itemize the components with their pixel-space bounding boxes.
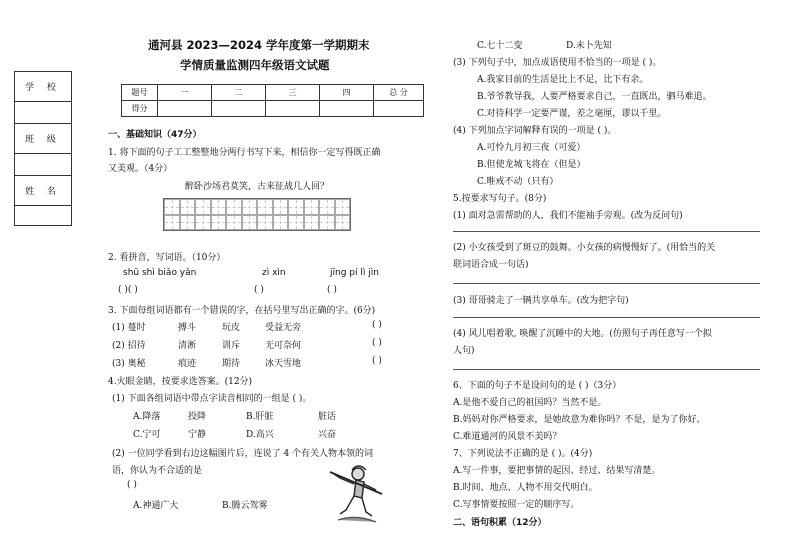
q3-answer-paren[interactable]: ( ) [372,320,382,330]
q5-1-text: (1) 面对急需帮助的人，我们不能袖手旁观。(改为反问句) [453,211,683,221]
q4-3-text: (3) 下列句子中，加点成语使用不恰当的一项是 ( )。 [453,58,662,68]
q3-text: 3. 下面每组词语都有一个错误的字，在括号里写出正确的字。(6分) [108,306,376,316]
score-header-cell: 总 分 [374,85,424,101]
q3-answer-paren[interactable]: ( ) [372,338,382,348]
q4-4-opt-c[interactable]: C.唯戒不动（只有） [477,177,559,187]
q2-text: 2. 看拼音，写词语。（10分） [108,253,226,263]
score-cell[interactable] [212,101,266,117]
answer-line[interactable] [453,231,760,232]
q5-4-text-cont: 人句) [453,346,475,356]
q5-4-text: (4) 风儿唱着歌, 唤醒了沉睡中的大地。(仿照句子再任意写一个拟 [453,329,712,339]
q4-3-opt-c[interactable]: C.对待科学一定要严谨，差之毫厘，谬以千里。 [477,109,667,119]
q4-text: 4.火眼金睛，按要求选答案。(12分) [108,377,253,387]
name-blank[interactable] [15,206,71,228]
q4-2-opt-a[interactable]: A.神通广大 [133,501,179,511]
answer-line[interactable] [453,369,760,370]
q7-opt-c[interactable]: C.写事情要按照一定的顺序写。 [453,500,580,510]
score-cell[interactable] [158,101,212,117]
exam-title-line1: 通河县 2023—2024 学年度第一学期期末 [148,38,370,52]
score-row-label: 得分 [122,101,158,117]
q4-1-opt: 宁静 [188,430,207,440]
q4-1-opt: 脏话 [318,412,337,422]
q5-2-text-cont: 联词语合成一句话) [453,260,529,270]
score-cell[interactable] [266,101,320,117]
writing-grid[interactable] [163,198,351,231]
score-value-row [122,101,424,117]
q4-2-opt-c[interactable]: C.七十二变 [477,41,523,51]
score-table [121,84,424,117]
q3-word: 无可奈何 [265,341,302,351]
score-header-cell: 四 [320,85,374,101]
q4-2-opt-d[interactable]: D.未卜先知 [566,41,612,51]
q4-2-paren[interactable]: ( ) [127,480,137,490]
q3-word: 清淅 [178,341,197,351]
q4-4-opt-a[interactable]: A.可怜九月初三夜（可爱） [477,143,586,153]
score-cell[interactable] [374,101,424,117]
q4-2-text: (2) 一位同学看到右边这幅图片后，连说了 4 个有关人物本领的词 [112,449,374,459]
exam-title-line2: 学情质量监测四年级语文试题 [180,58,330,72]
pinyin-1: shū shì biǎo yǎn [123,268,197,278]
score-cell[interactable] [320,101,374,117]
answer-line[interactable] [453,317,760,318]
q4-2-text-cont: 语，你认为不合适的是 [112,466,203,476]
q3-word: 训斥 [222,341,241,351]
q3-word: 痕迹 [178,359,197,369]
q6-opt-c[interactable]: C.难道通河的风景不美吗？ [453,432,562,442]
q3-word: 冰天雪地 [265,359,302,369]
q3-answer-paren[interactable]: ( ) [372,356,382,366]
q5-text: 5.按要求写句子。(8分) [453,194,547,204]
pinyin-3: jīng pí lì jìn [330,268,379,278]
answer-line[interactable] [453,283,760,284]
q4-1-opt[interactable]: A.降落 [133,412,161,422]
answer-paren[interactable]: ( ) [327,285,337,295]
q4-3-opt-b[interactable]: B.爷爷教导我，人要严格要求自己，一直既出，驷马难追。 [477,92,712,102]
pinyin-2: zì xìn [262,268,286,278]
q3-word: 搏斗 [178,323,197,333]
section2-heading: 二、语句积累（12分） [453,518,547,528]
q6-opt-b[interactable]: B.妈妈对你严格要求，是她故意为难你吗？不是，是为了你好。 [453,415,706,425]
q4-1-text: (1) 下面各组词语中带点字读音相同的一组是 ( )。 [112,394,312,404]
section1-heading: 一、基础知识（47分） [108,130,202,140]
score-header-cell: 一 [158,85,212,101]
school-blank[interactable] [15,102,71,124]
student-info-box [14,71,72,226]
q3-word: 受益无旁 [265,323,302,333]
poem-line: 醉卧沙场君莫笑，古来征战几人回？ [185,182,330,192]
school-label: 学 校 [15,72,71,102]
q5-2-text: (2) 小女孩受到了斑豆的鼓舞。小女孩的病慢慢好了。(用恰当的关 [453,243,716,253]
monkey-king-illustration [326,464,386,526]
q6-opt-a[interactable]: A.是他不爱自己的祖国吗？当然不是。 [453,398,607,408]
q4-4-opt-b[interactable]: B.但使龙城飞将在（但是） [477,160,586,170]
q7-opt-a[interactable]: A.写一件事，要把事情的起因、经过、结果写清楚。 [453,466,661,476]
score-header-cell: 题号 [122,85,158,101]
q3-word: 玩皮 [222,323,241,333]
q4-1-opt[interactable]: B.肝脏 [246,412,274,422]
q5-3-text: (3) 哥哥骑走了一辆共享单车。(改为把字句) [453,296,629,306]
q1-text: 1. 将下面的句子工工整整地分两行书写下来，相信你一定写得既正确 [108,148,381,158]
q4-3-opt-a[interactable]: A.我家目前的生活是比上不足，比下有余。 [477,75,649,85]
q1-text-cont: 又美观。（4分） [108,164,173,174]
q3-row-1: (1) 蔓时 [112,323,146,333]
answer-paren[interactable]: ( ) [254,285,264,295]
q4-1-opt[interactable]: C.宁可 [133,430,161,440]
class-blank[interactable] [15,154,71,176]
q3-word: 期待 [222,359,241,369]
score-header-cell: 二 [212,85,266,101]
answer-paren[interactable]: ( )( ) [118,285,138,295]
q4-1-opt: 兴奋 [318,430,337,440]
q3-row-3: (3) 奥秘 [112,359,146,369]
class-label: 班 级 [15,124,71,154]
q6-text: 6、下面的句子不是设问句的是 ( )（3分） [453,381,622,391]
q3-row-2: (2) 招待 [112,341,146,351]
q4-1-opt[interactable]: D.高兴 [246,430,274,440]
q7-opt-b[interactable]: B.时间、地点、人物不用交代明白。 [453,483,598,493]
q4-2-opt-b[interactable]: B.腾云驾雾 [222,501,268,511]
q4-4-text: (4) 下列加点字词解释有误的一项是 ( )。 [453,126,617,136]
q7-text: 7、下列说法不正确的是 ( )。(4分) [453,449,593,459]
q4-1-opt: 投降 [188,412,207,422]
score-header-row [122,85,424,101]
name-label: 姓 名 [15,176,71,206]
score-header-cell: 三 [266,85,320,101]
